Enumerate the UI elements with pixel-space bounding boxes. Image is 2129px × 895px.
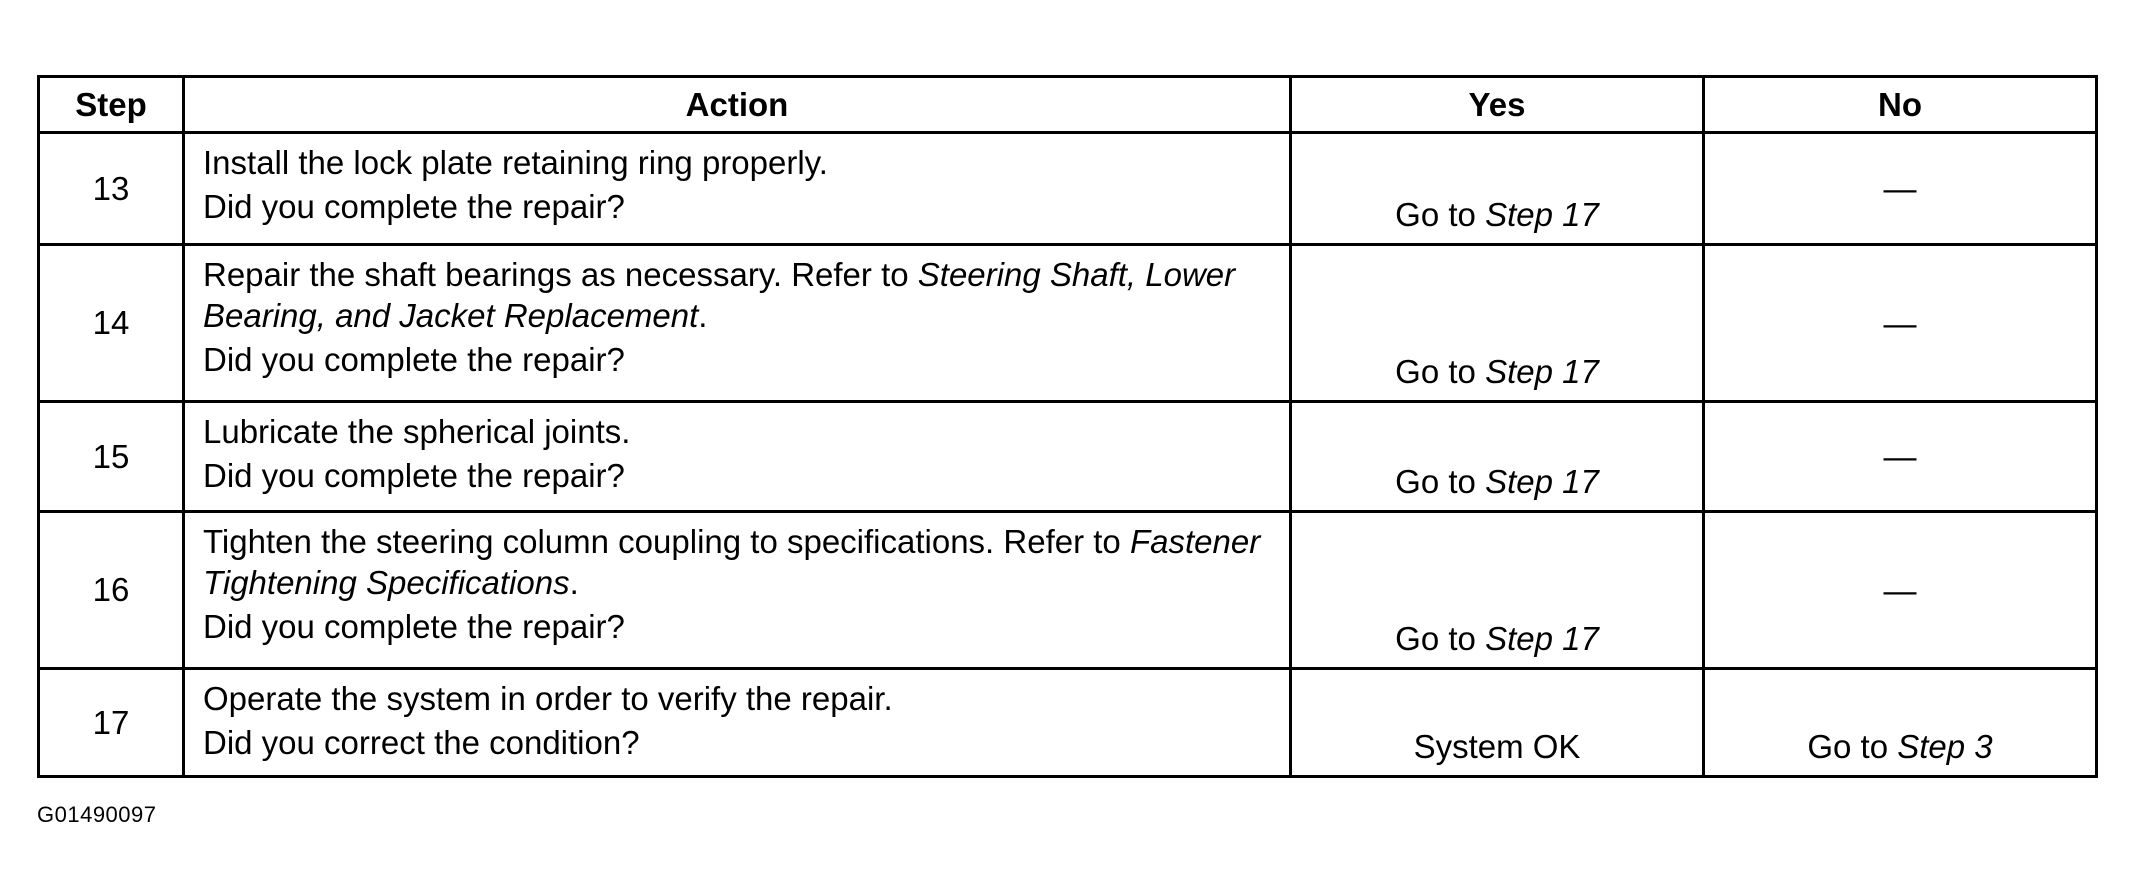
yes-result — [1291, 402, 1704, 512]
step-number: 14 — [39, 245, 184, 402]
yes-text: Go to — [1395, 196, 1486, 233]
no-text: Go to — [1807, 728, 1898, 765]
action-text-segment: Operate the system in order to verify the repair. — [203, 680, 893, 717]
step-number: 15 — [39, 402, 184, 512]
action-cell — [184, 512, 1291, 669]
no-result — [1704, 512, 2097, 669]
yes-text: Go to — [1395, 463, 1486, 500]
action-text-segment: Tighten the steering column coupling to specifications. Refer to — [203, 523, 1130, 560]
header-yes: Yes — [1291, 77, 1704, 133]
step-reference: Step 17 — [1485, 620, 1599, 657]
header-no: No — [1704, 77, 2097, 133]
no-text: — — [1883, 438, 1917, 475]
question-text: Did you complete the repair? — [203, 341, 625, 378]
step-number: 17 — [39, 669, 184, 777]
question-text: Did you complete the repair? — [203, 188, 625, 225]
yes-result — [1291, 669, 1704, 777]
step-number: 16 — [39, 512, 184, 669]
action-text-segment: Install the lock plate retaining ring properly. — [203, 144, 828, 181]
yes-text: System OK — [1413, 728, 1581, 765]
step-reference: Step 17 — [1485, 196, 1599, 233]
action-cell — [184, 669, 1291, 777]
no-result — [1704, 245, 2097, 402]
table-row — [39, 402, 2097, 512]
no-result — [1704, 669, 2097, 777]
action-cell — [184, 133, 1291, 245]
yes-result — [1291, 133, 1704, 245]
action-text — [203, 521, 1289, 603]
table-row — [39, 133, 2097, 245]
figure-id: G01490097 — [37, 802, 157, 827]
table-row — [39, 245, 2097, 402]
yes-text: Go to — [1395, 620, 1486, 657]
action-text — [203, 411, 1289, 452]
action-text — [203, 678, 1289, 719]
table-row — [39, 669, 2097, 777]
header-action: Action — [184, 77, 1291, 133]
action-text-segment: Repair the shaft bearings as necessary. Refer to — [203, 256, 918, 293]
step-reference: Step 17 — [1485, 463, 1599, 500]
yes-result — [1291, 512, 1704, 669]
table-header-row — [39, 77, 2097, 133]
action-text-segment: . — [569, 564, 579, 601]
action-cell — [184, 402, 1291, 512]
action-text — [203, 254, 1289, 336]
diagnostic-table — [37, 75, 2098, 778]
header-step: Step — [39, 77, 184, 133]
table-row — [39, 512, 2097, 669]
yes-result — [1291, 245, 1704, 402]
action-cell — [184, 245, 1291, 402]
no-result — [1704, 133, 2097, 245]
step-reference: Step 3 — [1897, 728, 1993, 765]
table-body — [39, 133, 2097, 777]
step-reference: Step 17 — [1485, 353, 1599, 390]
step-number: 13 — [39, 133, 184, 245]
no-text: — — [1883, 170, 1917, 207]
reference-link-text: Steering Shaft, Lower Bearing, and Jacket Replacement — [203, 256, 1236, 334]
yes-text: Go to — [1395, 353, 1486, 390]
no-text: — — [1883, 571, 1917, 609]
question-text: Did you complete the repair? — [203, 608, 625, 645]
question-text: Did you complete the repair? — [203, 457, 625, 494]
action-text-segment: Lubricate the spherical joints. — [203, 413, 631, 450]
reference-link-text: Fastener Tightening Specifications — [203, 523, 1261, 601]
no-result — [1704, 402, 2097, 512]
action-text-segment: . — [698, 297, 708, 334]
no-text: — — [1883, 304, 1917, 342]
question-text: Did you correct the condition? — [203, 724, 640, 761]
action-text — [203, 142, 1289, 183]
